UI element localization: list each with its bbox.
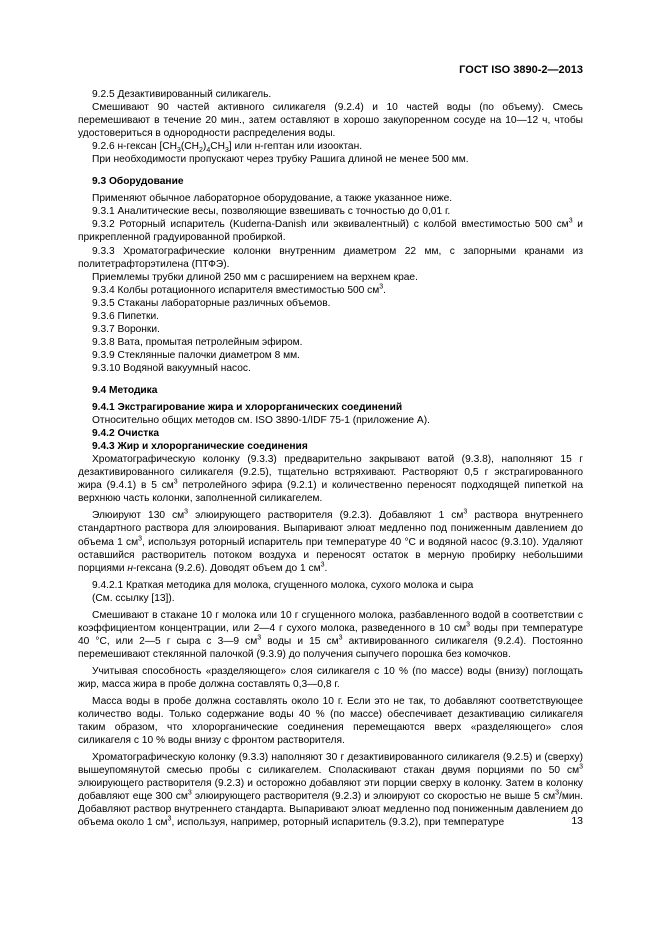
page-header: ГОСТ ISO 3890-2—2013 [459,64,583,76]
document-body [78,88,583,829]
section-9-4-1-text: Относительно общих методов см. ISO 3890-1/IDF 75-1 (приложение А). [92,415,430,427]
section-9-2-5-title: 9.2.5 Дезактивированный силикагель. [92,89,272,100]
section-9-3-4: 9.3.4 Колбы ротационного испарителя вместимостью 500 $см^3$. [92,283,387,296]
section-9-2-6: 9.2.6 н-гексан $[CH_3(CH_2)_4CH_3]$ или н-гептан или изооктан. [92,141,363,155]
heading-9-4-2: 9.4.2 Очистка [92,428,160,440]
section-9-2-5-text: Смешивают 90 частей активного силикагеля (9.2.4) и 10 частей воды (по объему). Смесь перемешивают в течение 20 мин., затем оставляют в хорошо закупоренном сосуде на 10—12 ч, чтобы удостовериться в однородности распределения воды. [78,102,583,140]
heading-9-4-1: 9.4.1 Экстрагирование жира и хлорорганических соединений [92,402,403,414]
section-9-4-3-para-2: Элюируют 130 $см^3$ элюирующего растворителя (9.2.3). Добавляют 1 $см^3$ раствора внутреннего стандартного раствора для элюирования. Выпаривают элюат медленно под пониженным давлением до объема 1 $см^3$, используя роторный испаритель при температуре 40 °С и водяной насос (9.3.10). Удаляют оставшийся растворитель потоком воздуха и переносят остаток в мерную пробирку небольшими порциями н-гексана (9.2.6). Доводят объем до 1 $см^3$. [78,509,583,574]
section-9-3-6: 9.3.6 Пипетки. [92,310,159,322]
section-9-3-intro: Применяют обычное лабораторное оборудование, а также указанное ниже. [92,193,453,205]
section-9-3-9: 9.3.9 Стеклянные палочки диаметром 8 мм. [92,349,300,361]
section-9-3-1: 9.3.1 Аналитические весы, позволяющие взвешивать с точностью до 0,01 г. [92,206,451,218]
section-9-2-6-text: При необходимости пропускают через трубку Рашига длиной не менее 500 мм. [92,154,469,166]
section-9-3-2: 9.3.2 Роторный испаритель (Kuderna-Danish или эквивалентный) с колбой вместимостью 500 $см^3$ и прикрепленной градуированной пробиркой. [78,218,583,244]
section-9-4-3-para-1: Хроматографическую колонку (9.3.3) предварительно закрывают ватой (9.3.8), наполняют 15 г дезактивированного силикагеля (9.2.5), тщательно встряхивают. Растворяют 0,5 г экстрагированного жира (9.4.1) в 5 $см^3$ петролейного эфира (9.2.1) и количественно переносят подходящей пипеткой на верхнюю часть колонки, заполненной силикагелем. [78,454,583,505]
section-9-3-3-note: Приемлемы трубки длиной 250 мм с расширением на верхнем крае. [92,271,418,283]
heading-9-4-3: 9.4.3 Жир и хлорорганические соединения [92,441,308,453]
section-9-3-3: 9.3.3 Хроматографические колонки внутренним диаметром 22 мм, с запорными кранами из политетрафторэтилена (ПТФЭ). [78,245,583,270]
page-number: 13 [571,815,583,827]
section-9-3-10: 9.3.10 Водяной вакуумный насос. [92,362,251,374]
section-9-4-2-1-para-4: Хроматографическую колонку (9.3.3) наполняют 30 г дезактивированного силикагеля (9.2.5) и (сверху) вышеупомянутой смесью пробы с силикагелем. Споласкивают стакан двумя порциями по 50 $см^3$ элюирующего растворителя (9.2.3) и осторожно добавляют эти порции сверху в колонку. Затем в колонку добавляют еще 300 $см^3$ элюирующего растворителя (9.2.3) и элюируют со скоростью не выше 5 $см^3$/мин. Добавляют раствор внутреннего стандарта. Выпаривают элюат медленно под пониженным давлением до объема около 1 $см^3$, используя, например, роторный испаритель (9.3.2), при температуре [78,752,583,829]
heading-9-4: 9.4 Методика [92,384,158,396]
section-9-4-2-1-para-3: Масса воды в пробе должна составлять около 10 г. Если это не так, то добавляют соответствующее количество воды. Только содержание воды 40 % (по массе) обеспечивает дезактивацию силикагеля таким образом, что хлорорганические соединения перемещаются вверх «разделяющего» слоя силикагеля с 10 % воды внизу с фронтом растворителя. [78,696,583,747]
section-9-4-2-1-para-2: Учитывая способность «разделяющего» слоя силикагеля с 10 % (по массе) воды (внизу) поглощать жир, масса жира в пробе должна составлять 0,3—0,8 г. [78,665,583,690]
section-9-4-2-1-ref: (См. ссылку [13]). [92,592,175,604]
section-9-3-5: 9.3.5 Стаканы лабораторные различных объемов. [92,297,331,309]
section-9-4-2-1-para-1: Смешивают в стакане 10 г молока или 10 г сгущенного молока, разбавленного водой в соответствии с коэффициентом концентрации, или 2—4 г сухого молока, разведенного в 10 $см^3$ воды при температуре 40 °С, или 2—5 г сыра с 3—9 $см^3$ воды и 15 $см^3$ активированного силикагеля (9.2.4). Постоянно перемешивают стеклянной палочкой (9.3.9) до получения сыпучего порошка без комочков. [78,609,583,660]
heading-9-3: 9.3 Оборудование [92,176,184,188]
section-9-3-7: 9.3.7 Воронки. [92,323,160,335]
section-9-3-8: 9.3.8 Вата, промытая петролейным эфиром. [92,336,303,348]
section-9-4-2-1-title: 9.4.2.1 Краткая методика для молока, сгущенного молока, сухого молока и сыра [92,579,474,591]
